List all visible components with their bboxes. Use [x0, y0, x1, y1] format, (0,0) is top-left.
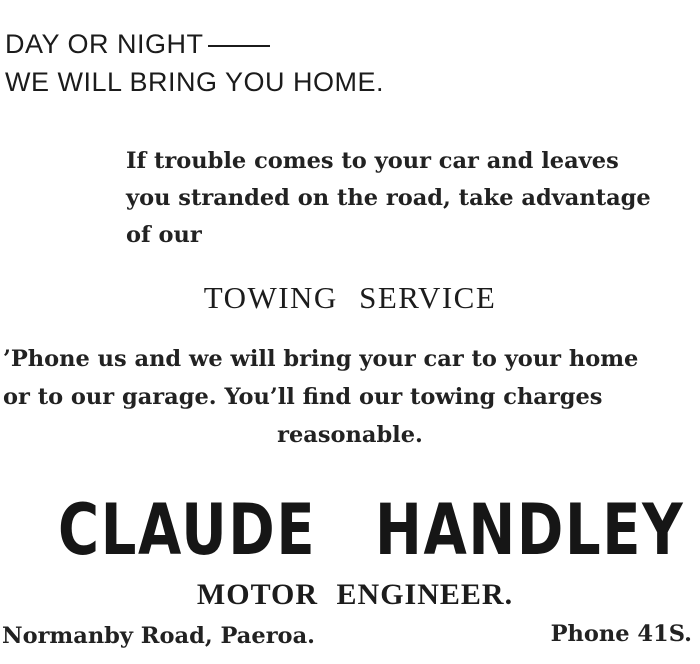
- towing-service-heading: TOWING SERVICE: [203, 280, 497, 315]
- em-dash-rule: [208, 45, 270, 47]
- headline-bring-you-home: WE WILL BRING YOU HOME.: [5, 67, 385, 97]
- business-title: MOTOR ENGINEER.: [196, 578, 514, 611]
- intro-line-2: you stranded on the road, take advantage: [126, 185, 651, 211]
- name-last: HANDLEY: [375, 489, 685, 571]
- intro-paragraph: [126, 143, 694, 254]
- name-first: CLAUDE: [58, 489, 317, 571]
- headline-day-or-night: [5, 29, 270, 60]
- body-line-2: or to our garage. You’ll find our towing charges: [3, 384, 603, 410]
- address: Normanby Road, Paeroa.: [2, 623, 315, 649]
- intro-line-1: If trouble comes to your car and leaves: [126, 148, 619, 174]
- body-line-3: reasonable.: [277, 422, 423, 448]
- body-paragraph: [0, 340, 700, 454]
- intro-line-3: of our: [126, 222, 202, 248]
- proprietor-name: [0, 489, 700, 572]
- body-line-1: ’Phone us and we will bring your car to your home: [3, 346, 639, 372]
- headline-line-1-text: DAY OR NIGHT: [5, 29, 204, 59]
- phone-number: Phone 41S.: [550, 621, 692, 647]
